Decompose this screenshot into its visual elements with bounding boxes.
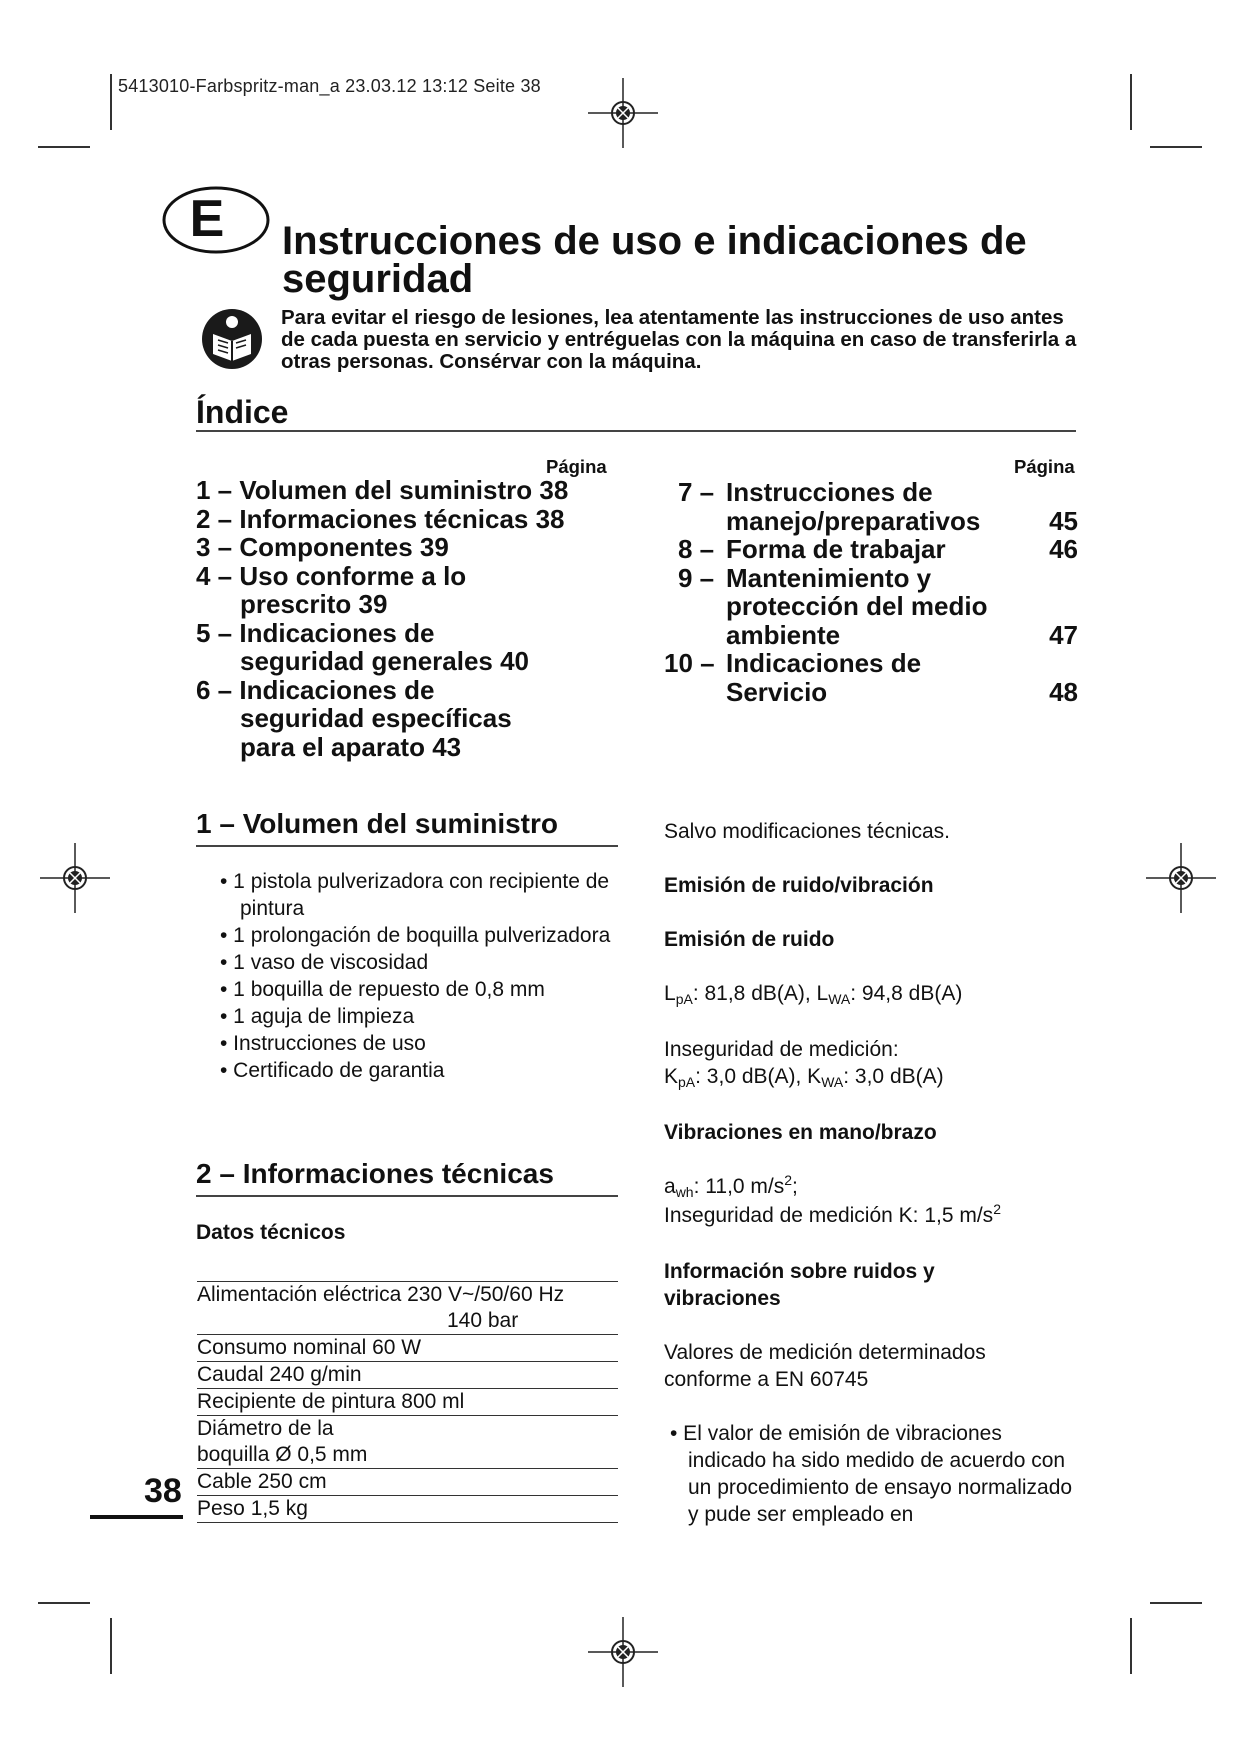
toc-right <box>664 478 1078 706</box>
table-cell: Recipiente de pintura 800 ml <box>197 1390 465 1413</box>
page-title: Instrucciones de uso e indicaciones de seguridad <box>282 219 1027 301</box>
toc-entry-text: manejo/preparativos <box>726 505 981 536</box>
page-column-label-right: Página <box>1014 456 1075 477</box>
noise-values <box>664 980 1084 1009</box>
table-row <box>197 1334 618 1361</box>
list-item: • El valor de emisión de vibraciones indicado ha sido medido de acuerdo con un procedimiento de ensayo normalizado y pude ser empleado en <box>670 1422 1073 1526</box>
list-item: • 1 vaso de viscosidad <box>220 951 429 974</box>
table-cell: Peso 1,5 kg <box>197 1497 308 1520</box>
table-cell: Caudal 240 g/min <box>197 1363 362 1386</box>
value-text: : 81,8 dB(A), L <box>692 982 829 1005</box>
crop-mark <box>1130 74 1132 130</box>
measurement-text: Valores de medición determinados conforme a EN 60745 <box>664 1341 986 1391</box>
read-manual-icon <box>201 308 263 370</box>
crop-mark <box>1150 1602 1202 1604</box>
toc-page-number: 48 <box>1049 676 1078 707</box>
toc-page-number: 46 <box>1049 534 1078 564</box>
toc-entry-text: 4 – Uso conforme a lo <box>196 560 467 591</box>
value-text: : 3,0 dB(A) <box>843 1065 944 1088</box>
list-item: • 1 pistola pulverizadora con recipiente de pintura <box>220 870 610 920</box>
value-subscript: pA <box>678 1074 696 1090</box>
vibration-uncertainty <box>664 1202 1084 1231</box>
toc-entry[interactable] <box>196 476 616 505</box>
toc-entry[interactable] <box>196 619 616 676</box>
value-subscript: wh <box>675 1184 694 1200</box>
list-item: • 1 boquilla de repuesto de 0,8 mm <box>220 978 545 1001</box>
heading-rule <box>196 430 1076 432</box>
toc-entry[interactable] <box>664 649 1078 706</box>
print-slug: 5413010-Farbspritz-man_a 23.03.12 13:12 Seite 38 <box>118 76 541 96</box>
toc-entry-text: 3 – Componentes 39 <box>196 532 449 562</box>
crop-mark <box>1150 146 1202 148</box>
value-subscript: pA <box>675 991 693 1007</box>
uncertainty-values <box>664 1063 1084 1092</box>
toc-left <box>196 476 616 761</box>
section-1-heading: 1 – Volumen del suministro <box>196 808 559 839</box>
registration-mark-icon <box>40 843 110 913</box>
toc-entry[interactable] <box>196 533 616 562</box>
tech-data-subheading: Datos técnicos <box>196 1221 346 1244</box>
value-text: L <box>664 982 676 1005</box>
value-superscript: 2 <box>993 1201 1001 1217</box>
value-text: K <box>664 1065 679 1088</box>
toc-entry[interactable] <box>664 564 1078 650</box>
page-number: 38 <box>144 1472 182 1510</box>
list-item: • 1 prolongación de boquilla pulverizadora <box>220 924 611 947</box>
table-row <box>197 1388 618 1415</box>
toc-entry[interactable] <box>196 676 616 762</box>
delivery-list <box>196 868 626 1084</box>
toc-entry-text: Servicio <box>726 676 828 707</box>
toc-entry-text: 2 – Informaciones técnicas 38 <box>196 503 565 534</box>
toc-entry-text: seguridad específicas <box>240 703 512 733</box>
value-subscript: WA <box>821 1074 844 1090</box>
registration-mark-icon <box>588 1617 658 1687</box>
table-cell: Consumo nominal 60 W <box>197 1336 422 1359</box>
table-cell: Diámetro de la <box>197 1417 334 1440</box>
crop-mark <box>38 1602 90 1604</box>
tech-data-table <box>197 1281 618 1523</box>
list-item: • 1 aguja de limpieza <box>220 1005 415 1028</box>
uncertainty-label: Inseguridad de medición: <box>664 1038 899 1061</box>
registration-mark-icon <box>1146 843 1216 913</box>
badge-letter: E <box>189 190 225 248</box>
crop-mark <box>110 1618 112 1674</box>
table-row <box>197 1415 618 1468</box>
crop-mark <box>110 74 112 130</box>
toc-entry-text: ambiente <box>726 619 841 650</box>
toc-entry-text: Mantenimiento y <box>726 562 932 593</box>
toc-entry-text: 5 – Indicaciones de <box>196 617 435 648</box>
toc-entry-text: para el aparato 43 <box>240 731 462 762</box>
toc-page-number: 45 <box>1049 505 1078 536</box>
safety-intro: Para evitar el riesgo de lesiones, lea atentamente las instrucciones de uso antes de cada puesta en servicio y entréguelas con la máquina en caso de transferirla a otras personas. Consérvar con la máquina. <box>281 306 1077 373</box>
vibration-value <box>664 1173 1084 1202</box>
table-row <box>197 1495 618 1523</box>
toc-entry-prefix: 9 – <box>678 562 715 593</box>
value-subscript: WA <box>828 991 851 1007</box>
toc-entry-text: 1 – Volumen del suministro 38 <box>196 475 569 505</box>
info-heading: Información sobre ruidos y vibraciones <box>664 1260 935 1310</box>
value-superscript: 2 <box>784 1172 793 1188</box>
value-text: Inseguridad de medición K: 1,5 m/s <box>664 1204 994 1227</box>
value-text: : 11,0 m/s <box>693 1175 785 1198</box>
value-text: : 3,0 dB(A), K <box>695 1065 822 1088</box>
value-text: ; <box>792 1175 798 1198</box>
section-2-heading: 2 – Informaciones técnicas <box>196 1158 554 1189</box>
crop-mark <box>1130 1618 1132 1674</box>
toc-entry-text: Forma de trabajar <box>726 534 946 564</box>
toc-entry-text: seguridad generales 40 <box>240 646 530 676</box>
table-row <box>197 1281 618 1334</box>
table-cell: Alimentación eléctrica 230 V~/50/60 Hz <box>197 1283 565 1306</box>
table-row <box>197 1468 618 1495</box>
table-cell: Cable 250 cm <box>197 1470 327 1493</box>
toc-entry[interactable] <box>196 505 616 534</box>
toc-entry[interactable] <box>196 562 616 619</box>
toc-entry-prefix: 10 – <box>664 648 715 678</box>
noise-heading: Emisión de ruido <box>664 928 835 951</box>
registration-mark-icon <box>588 78 658 148</box>
table-cell: boquilla Ø 0,5 mm <box>197 1443 368 1466</box>
page-number-rule <box>90 1515 183 1519</box>
vibration-heading: Vibraciones en mano/brazo <box>664 1121 937 1144</box>
toc-entry-text: Instrucciones de <box>726 477 933 507</box>
toc-entry-prefix: 7 – <box>678 477 715 507</box>
crop-mark <box>38 146 90 148</box>
toc-entry-text: protección del medio <box>726 591 988 621</box>
heading-rule <box>196 1195 618 1197</box>
toc-entry-text: prescrito 39 <box>240 589 388 619</box>
language-badge <box>162 186 270 254</box>
salvo-text: Salvo modificaciones técnicas. <box>664 820 950 843</box>
list-item: • Certificado de garantia <box>220 1059 445 1082</box>
toc-entry-text: Indicaciones de <box>726 648 922 678</box>
index-heading: Índice <box>196 394 289 430</box>
list-item: • Instrucciones de uso <box>220 1032 426 1055</box>
value-text: : 94,8 dB(A) <box>850 982 963 1005</box>
emission-heading: Emisión de ruido/vibración <box>664 874 934 897</box>
page-column-label-left: Página <box>546 456 607 477</box>
table-row <box>197 1361 618 1388</box>
toc-entry-text: 6 – Indicaciones de <box>196 674 435 705</box>
right-column <box>664 818 1084 1528</box>
heading-rule <box>196 845 618 847</box>
toc-entry[interactable] <box>664 478 1078 535</box>
toc-entry[interactable] <box>664 535 1078 564</box>
table-cell: 140 bar <box>447 1309 519 1332</box>
toc-page-number: 47 <box>1049 619 1078 650</box>
value-text: a <box>664 1175 676 1198</box>
toc-entry-prefix: 8 – <box>678 534 715 564</box>
